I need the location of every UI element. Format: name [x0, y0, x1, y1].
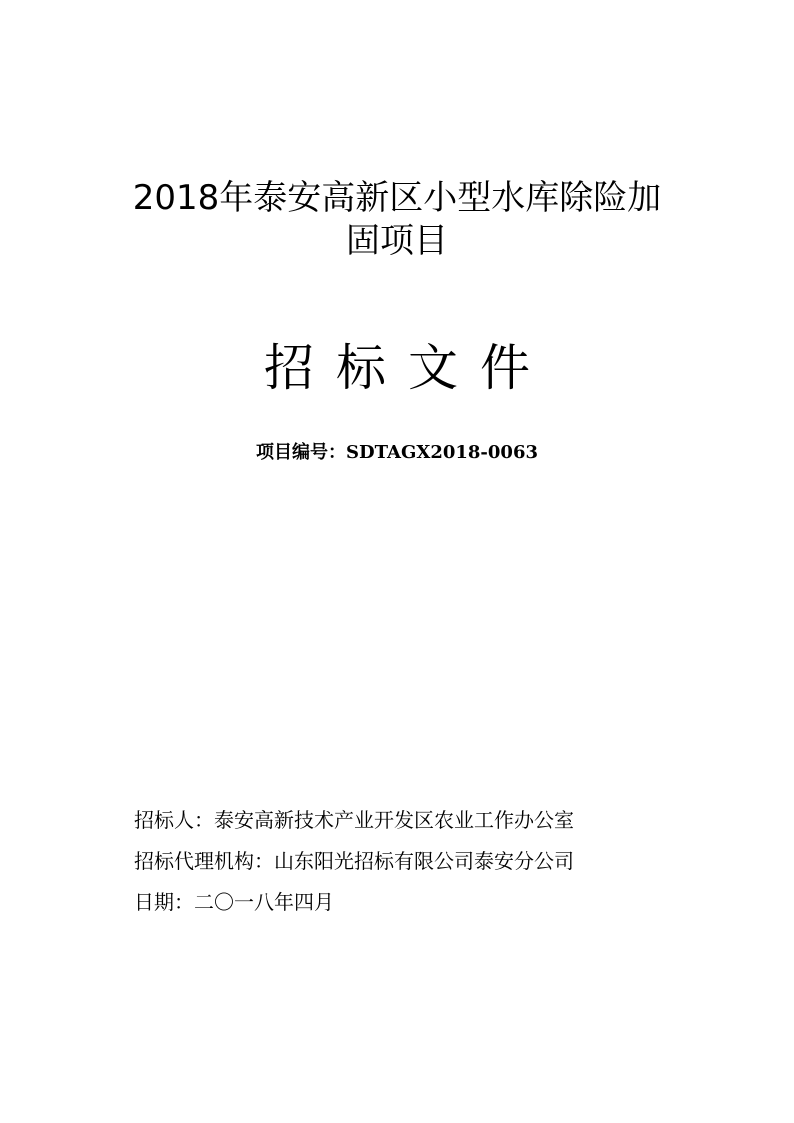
tenderer-line: 招标人：泰安高新技术产业开发区农业工作办公室: [134, 808, 574, 832]
date-line: 日期：二〇一八年四月: [134, 890, 334, 914]
document-type-heading: 招标文件: [264, 339, 552, 397]
document-title-line-1: 2018年泰安高新区小型水库除险加: [132, 178, 662, 218]
issuer-info-block: [134, 808, 654, 931]
project-number: 项目编号：SDTAGX2018-0063: [256, 442, 538, 463]
document-title-line-2: 固项目: [346, 221, 448, 261]
agency-line: 招标代理机构：山东阳光招标有限公司泰安分公司: [134, 849, 574, 873]
